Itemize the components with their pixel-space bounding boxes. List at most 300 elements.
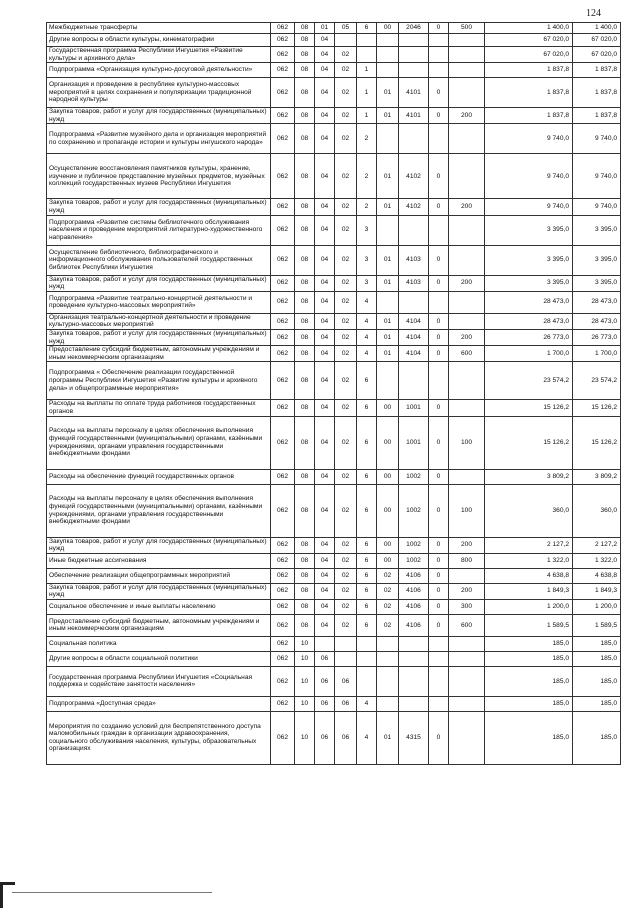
code-admin: 062 (271, 275, 295, 291)
code-extra (429, 215, 449, 245)
code-direction (399, 666, 429, 696)
code-admin: 062 (271, 400, 295, 416)
code-subsection: 04 (315, 484, 335, 537)
row-name: Подпрограмма «Развитие музейного дела и организация мероприятий по сохранению и пропаганде истории и культуры ингушского народа» (47, 124, 271, 154)
code-program: 02 (335, 400, 357, 416)
amount-second: 15 126,2 (573, 400, 621, 416)
row-name: Осуществление восстановления памятников культуры, хранение, изучение и публичное представление музейных предметов, музейных коллекций государственных музеев Республики Ингушетия (47, 154, 271, 199)
code-subprogram: 1 (357, 108, 377, 124)
table-row (47, 34, 621, 47)
code-program: 06 (335, 666, 357, 696)
row-name: Закупка товаров, работ и услуг для государственных (муниципальных) нужд (47, 537, 271, 553)
code-subsection: 04 (315, 346, 335, 362)
code-direction: 4102 (399, 154, 429, 199)
amount-second: 185,0 (573, 651, 621, 666)
amount-second: 3 395,0 (573, 275, 621, 291)
amount-second: 360,0 (573, 484, 621, 537)
code-extra: 0 (429, 568, 449, 583)
row-name: Социальное обеспечение и иные выплаты населению (47, 599, 271, 614)
code-direction (399, 215, 429, 245)
code-subsection: 06 (315, 696, 335, 711)
code-admin: 062 (271, 568, 295, 583)
code-subprogram: 4 (357, 291, 377, 313)
code-activity (377, 63, 399, 78)
amount-second: 3 395,0 (573, 245, 621, 275)
amount-total: 9 740,0 (485, 124, 573, 154)
code-subsection: 01 (315, 23, 335, 34)
code-program: 02 (335, 568, 357, 583)
code-section: 08 (295, 599, 315, 614)
code-subprogram: 6 (357, 599, 377, 614)
code-program: 02 (335, 124, 357, 154)
code-subprogram (357, 47, 377, 63)
code-admin: 062 (271, 484, 295, 537)
code-subsection: 04 (315, 215, 335, 245)
table-row (47, 537, 621, 553)
code-activity: 02 (377, 614, 399, 636)
code-extra (429, 362, 449, 400)
code-direction (399, 696, 429, 711)
code-extra (429, 696, 449, 711)
code-expense-type: 300 (449, 599, 485, 614)
amount-total: 23 574,2 (485, 362, 573, 400)
code-expense-type: 100 (449, 484, 485, 537)
code-admin: 062 (271, 537, 295, 553)
amount-total: 9 740,0 (485, 154, 573, 199)
amount-second: 1 589,5 (573, 614, 621, 636)
code-activity: 02 (377, 583, 399, 599)
code-section: 08 (295, 215, 315, 245)
code-subsection: 04 (315, 614, 335, 636)
code-direction: 1002 (399, 537, 429, 553)
code-expense-type (449, 666, 485, 696)
code-subprogram (357, 666, 377, 696)
amount-total: 67 020,0 (485, 47, 573, 63)
table-row (47, 313, 621, 329)
row-name: Осуществление библиотечного, библиографического и информационного обслуживания пользователей государственных библиотек Республики Ингушетия (47, 245, 271, 275)
code-activity: 02 (377, 568, 399, 583)
code-section: 08 (295, 583, 315, 599)
code-extra: 0 (429, 537, 449, 553)
row-name: Расходы на обеспечение функций государственных органов (47, 469, 271, 484)
table-row (47, 666, 621, 696)
code-program: 02 (335, 614, 357, 636)
code-subprogram: 6 (357, 583, 377, 599)
amount-second: 9 740,0 (573, 199, 621, 215)
code-activity: 02 (377, 599, 399, 614)
amount-second: 1 700,0 (573, 346, 621, 362)
scan-edge-line (12, 892, 212, 893)
code-subprogram (357, 34, 377, 47)
code-subprogram: 6 (357, 614, 377, 636)
code-subsection: 04 (315, 154, 335, 199)
code-program: 06 (335, 711, 357, 764)
code-activity: 01 (377, 199, 399, 215)
code-program: 02 (335, 416, 357, 469)
code-extra: 0 (429, 614, 449, 636)
amount-second: 3 809,2 (573, 469, 621, 484)
table-row (47, 275, 621, 291)
code-section: 08 (295, 313, 315, 329)
code-section: 08 (295, 23, 315, 34)
code-expense-type (449, 400, 485, 416)
amount-second: 26 773,0 (573, 329, 621, 345)
code-program: 02 (335, 362, 357, 400)
code-subsection: 04 (315, 78, 335, 108)
code-subsection: 04 (315, 34, 335, 47)
code-admin: 062 (271, 23, 295, 34)
code-program: 02 (335, 275, 357, 291)
code-subprogram: 4 (357, 329, 377, 345)
code-subprogram: 1 (357, 63, 377, 78)
row-name: Подпрограмма « Обеспечение реализации государственной программы Республики Ингушетия «Развитие культуры и архивного дела» и общепрограммные мероприятия» (47, 362, 271, 400)
code-section: 10 (295, 666, 315, 696)
amount-total: 2 127,2 (485, 537, 573, 553)
code-program: 02 (335, 537, 357, 553)
code-direction: 4101 (399, 78, 429, 108)
amount-total: 4 638,8 (485, 568, 573, 583)
amount-total: 185,0 (485, 696, 573, 711)
code-expense-type: 100 (449, 416, 485, 469)
code-admin: 062 (271, 711, 295, 764)
code-subprogram: 4 (357, 313, 377, 329)
code-subprogram: 6 (357, 537, 377, 553)
code-section: 08 (295, 362, 315, 400)
code-subsection: 04 (315, 245, 335, 275)
code-admin: 062 (271, 636, 295, 651)
code-subsection: 04 (315, 416, 335, 469)
code-direction (399, 362, 429, 400)
amount-second: 1 400,0 (573, 23, 621, 34)
amount-total: 185,0 (485, 651, 573, 666)
code-expense-type (449, 215, 485, 245)
code-program (335, 651, 357, 666)
table-row (47, 553, 621, 568)
amount-second: 9 740,0 (573, 124, 621, 154)
amount-total: 1 837,8 (485, 78, 573, 108)
code-extra (429, 34, 449, 47)
table-row (47, 199, 621, 215)
code-subprogram: 6 (357, 484, 377, 537)
code-direction: 1002 (399, 469, 429, 484)
row-name: Другие вопросы в области культуры, кинематографии (47, 34, 271, 47)
code-extra (429, 63, 449, 78)
code-extra: 0 (429, 313, 449, 329)
code-admin: 062 (271, 215, 295, 245)
code-extra (429, 636, 449, 651)
amount-second: 1 837,8 (573, 78, 621, 108)
amount-second: 4 638,8 (573, 568, 621, 583)
code-section: 08 (295, 275, 315, 291)
code-subprogram: 6 (357, 568, 377, 583)
row-name: Предоставление субсидий бюджетным, автономным учреждениям и иным некоммерческим организациям (47, 346, 271, 362)
code-program: 06 (335, 696, 357, 711)
code-section: 08 (295, 400, 315, 416)
code-extra (429, 124, 449, 154)
code-admin: 062 (271, 346, 295, 362)
code-program (335, 636, 357, 651)
code-activity: 01 (377, 346, 399, 362)
amount-second: 67 020,0 (573, 34, 621, 47)
amount-second: 1 837,8 (573, 108, 621, 124)
amount-total: 26 773,0 (485, 329, 573, 345)
code-expense-type: 200 (449, 108, 485, 124)
code-admin: 062 (271, 651, 295, 666)
code-expense-type: 200 (449, 537, 485, 553)
code-subsection: 06 (315, 651, 335, 666)
amount-total: 185,0 (485, 666, 573, 696)
code-program: 02 (335, 469, 357, 484)
table-row (47, 696, 621, 711)
row-name: Расходы на выплаты по оплате труда работников государственных органов (47, 400, 271, 416)
row-name: Закупка товаров, работ и услуг для государственных (муниципальных) нужд (47, 583, 271, 599)
code-program: 02 (335, 63, 357, 78)
code-program (335, 34, 357, 47)
code-subprogram: 3 (357, 275, 377, 291)
code-subsection: 04 (315, 47, 335, 63)
code-expense-type (449, 63, 485, 78)
code-extra: 0 (429, 154, 449, 199)
code-admin: 062 (271, 583, 295, 599)
row-name: Закупка товаров, работ и услуг для государственных (муниципальных) нужд (47, 275, 271, 291)
code-subprogram: 4 (357, 346, 377, 362)
code-section: 08 (295, 245, 315, 275)
code-activity: 00 (377, 553, 399, 568)
code-admin: 062 (271, 291, 295, 313)
code-direction: 1002 (399, 553, 429, 568)
code-subprogram: 2 (357, 199, 377, 215)
row-name: Подпрограмма «Организация культурно-досуговой деятельности» (47, 63, 271, 78)
code-section: 08 (295, 553, 315, 568)
code-section: 08 (295, 34, 315, 47)
code-extra: 0 (429, 583, 449, 599)
code-activity: 01 (377, 313, 399, 329)
code-program: 02 (335, 108, 357, 124)
code-subsection: 04 (315, 329, 335, 345)
amount-total: 67 020,0 (485, 34, 573, 47)
code-expense-type (449, 124, 485, 154)
code-extra: 0 (429, 711, 449, 764)
code-section: 08 (295, 78, 315, 108)
code-extra (429, 651, 449, 666)
code-subsection: 04 (315, 553, 335, 568)
code-admin: 062 (271, 469, 295, 484)
code-admin: 062 (271, 78, 295, 108)
code-activity (377, 124, 399, 154)
table-row (47, 711, 621, 764)
amount-second: 1 849,3 (573, 583, 621, 599)
amount-total: 3 809,2 (485, 469, 573, 484)
code-subprogram: 4 (357, 711, 377, 764)
code-activity: 01 (377, 275, 399, 291)
code-subsection (315, 636, 335, 651)
budget-table-body (47, 23, 621, 765)
amount-second: 1 837,8 (573, 63, 621, 78)
code-direction (399, 63, 429, 78)
row-name: Подпрограмма «Развитие театрально-концертной деятельности и проведение культурно-массовых мероприятий» (47, 291, 271, 313)
code-extra: 0 (429, 469, 449, 484)
code-section: 08 (295, 469, 315, 484)
code-section: 08 (295, 614, 315, 636)
code-extra: 0 (429, 346, 449, 362)
code-expense-type (449, 34, 485, 47)
code-subsection: 04 (315, 313, 335, 329)
code-section: 08 (295, 329, 315, 345)
row-name: Расходы на выплаты персоналу в целях обеспечения выполнения функций государственными (муниципальными) органами, казёнными учреждениями, органами управления государственными внебюджетными фондами (47, 484, 271, 537)
code-expense-type (449, 313, 485, 329)
amount-second: 1 200,0 (573, 599, 621, 614)
code-activity: 01 (377, 245, 399, 275)
code-expense-type (449, 469, 485, 484)
code-direction: 4102 (399, 199, 429, 215)
amount-total: 1 849,3 (485, 583, 573, 599)
amount-total: 3 395,0 (485, 275, 573, 291)
code-subsection: 04 (315, 124, 335, 154)
code-expense-type (449, 651, 485, 666)
code-expense-type: 200 (449, 583, 485, 599)
code-activity (377, 34, 399, 47)
code-activity (377, 47, 399, 63)
row-name: Закупка товаров, работ и услуг для государственных (муниципальных) нужд (47, 329, 271, 345)
amount-total: 1 589,5 (485, 614, 573, 636)
code-admin: 062 (271, 124, 295, 154)
code-activity (377, 362, 399, 400)
row-name: Подпрограмма «Доступная среда» (47, 696, 271, 711)
code-extra: 0 (429, 275, 449, 291)
amount-second: 185,0 (573, 696, 621, 711)
code-section: 08 (295, 537, 315, 553)
code-expense-type (449, 78, 485, 108)
code-direction: 4106 (399, 583, 429, 599)
code-expense-type (449, 291, 485, 313)
row-name: Организация театрально-концертной деятельности и проведение культурно-массовых мероприятий (47, 313, 271, 329)
amount-total: 360,0 (485, 484, 573, 537)
amount-second: 3 395,0 (573, 215, 621, 245)
code-section: 08 (295, 199, 315, 215)
table-row (47, 362, 621, 400)
code-program: 02 (335, 291, 357, 313)
amount-second: 28 473,0 (573, 291, 621, 313)
table-row (47, 651, 621, 666)
row-name: Предоставление субсидий бюджетным, автономным учреждениям и иным некоммерческим организациям (47, 614, 271, 636)
code-expense-type (449, 568, 485, 583)
code-expense-type (449, 47, 485, 63)
code-program: 02 (335, 47, 357, 63)
code-admin: 062 (271, 47, 295, 63)
code-direction: 1002 (399, 484, 429, 537)
code-expense-type: 200 (449, 199, 485, 215)
code-subprogram (357, 651, 377, 666)
code-activity: 00 (377, 484, 399, 537)
code-expense-type (449, 245, 485, 275)
amount-second: 185,0 (573, 636, 621, 651)
row-name: Подпрограмма «Развитие системы библиотечного обслуживания населения и проведение мероприятий литературно-художественного направления» (47, 215, 271, 245)
code-activity: 01 (377, 108, 399, 124)
code-subprogram: 3 (357, 215, 377, 245)
code-direction: 4104 (399, 346, 429, 362)
code-program: 02 (335, 553, 357, 568)
code-subprogram: 6 (357, 416, 377, 469)
code-section: 08 (295, 346, 315, 362)
row-name: Другие вопросы в области социальной политики (47, 651, 271, 666)
code-extra: 0 (429, 199, 449, 215)
amount-second: 1 322,0 (573, 553, 621, 568)
code-direction (399, 636, 429, 651)
table-row (47, 245, 621, 275)
code-section: 08 (295, 63, 315, 78)
code-extra: 0 (429, 78, 449, 108)
amount-total: 185,0 (485, 711, 573, 764)
code-activity: 00 (377, 416, 399, 469)
code-direction (399, 47, 429, 63)
amount-second: 185,0 (573, 666, 621, 696)
code-activity (377, 636, 399, 651)
amount-second: 185,0 (573, 711, 621, 764)
amount-total: 1 400,0 (485, 23, 573, 34)
code-direction: 4103 (399, 245, 429, 275)
code-expense-type (449, 636, 485, 651)
table-row (47, 124, 621, 154)
code-direction (399, 34, 429, 47)
code-section: 08 (295, 154, 315, 199)
code-subsection: 04 (315, 400, 335, 416)
code-program: 02 (335, 78, 357, 108)
code-extra (429, 47, 449, 63)
code-activity (377, 651, 399, 666)
code-extra: 0 (429, 484, 449, 537)
code-activity (377, 215, 399, 245)
amount-total: 28 473,0 (485, 313, 573, 329)
amount-second: 67 020,0 (573, 47, 621, 63)
code-direction: 4106 (399, 568, 429, 583)
code-section: 08 (295, 108, 315, 124)
code-subprogram (357, 636, 377, 651)
code-activity (377, 696, 399, 711)
code-admin: 062 (271, 63, 295, 78)
code-subsection: 04 (315, 275, 335, 291)
code-subprogram: 6 (357, 553, 377, 568)
code-admin: 062 (271, 553, 295, 568)
code-direction: 1001 (399, 416, 429, 469)
table-row (47, 416, 621, 469)
table-row (47, 484, 621, 537)
code-subsection: 04 (315, 568, 335, 583)
code-program: 02 (335, 215, 357, 245)
code-subprogram: 2 (357, 154, 377, 199)
code-direction: 4315 (399, 711, 429, 764)
code-admin: 062 (271, 154, 295, 199)
amount-total: 1 200,0 (485, 599, 573, 614)
code-expense-type (449, 362, 485, 400)
amount-second: 23 574,2 (573, 362, 621, 400)
code-program: 02 (335, 329, 357, 345)
code-extra: 0 (429, 329, 449, 345)
code-expense-type (449, 154, 485, 199)
code-section: 08 (295, 291, 315, 313)
code-activity: 01 (377, 329, 399, 345)
code-subsection: 04 (315, 469, 335, 484)
code-section: 10 (295, 696, 315, 711)
table-row (47, 23, 621, 34)
code-extra (429, 291, 449, 313)
code-subsection: 04 (315, 108, 335, 124)
table-row (47, 614, 621, 636)
code-expense-type (449, 711, 485, 764)
row-name: Закупка товаров, работ и услуг для государственных (муниципальных) нужд (47, 199, 271, 215)
table-row (47, 583, 621, 599)
code-subsection: 06 (315, 666, 335, 696)
code-program: 02 (335, 583, 357, 599)
